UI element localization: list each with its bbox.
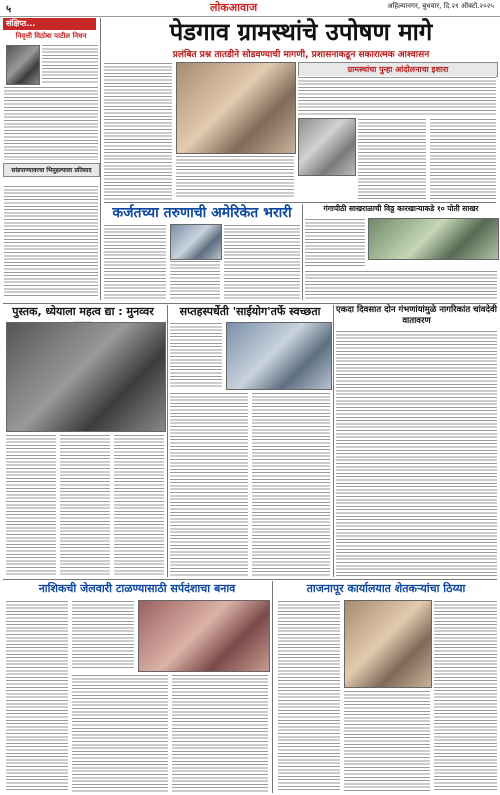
lead-photo-2 bbox=[298, 118, 356, 176]
sidebar-divider bbox=[100, 18, 101, 300]
sidebar-obit-title: निवृत्ती विठोबा पाटील निधन bbox=[15, 32, 87, 40]
story5-text-col2 bbox=[170, 392, 248, 576]
story5-divider bbox=[333, 305, 334, 577]
row2-bottom-rule bbox=[3, 579, 497, 580]
story7-divider bbox=[272, 581, 273, 793]
lead-bottom-rule bbox=[104, 202, 496, 203]
sidebar-section2-title: सांडपाण्यावरचा भिमुहल्याला प्रतिसाद bbox=[3, 163, 100, 177]
lead-subhead: प्रलंबित प्रश्न तातडीने सोडवण्याची मागणी, प्रशासनाकडून सकारात्मक आश्वासन bbox=[172, 50, 430, 60]
story2-text-col2 bbox=[170, 260, 220, 300]
story7-text-col4 bbox=[172, 674, 268, 792]
story8-headline: ताजनापूर कार्यालयात शेतकऱ्यांचा ठिय्या bbox=[306, 582, 466, 595]
masthead bbox=[0, 0, 500, 17]
story7-headline: नाशिकची जेलवारी टाळण्यासाठी सर्पदंशाचा बनाव bbox=[38, 582, 236, 595]
dateline: अहिल्यानगर, बुधवार, दि.२९ ऑक्टो.२०२५ bbox=[387, 2, 494, 10]
story2-photo bbox=[170, 224, 222, 260]
story5-photo bbox=[226, 322, 332, 390]
story5-text-col3 bbox=[252, 392, 330, 576]
newspaper-logo: लोकआवाज bbox=[210, 1, 258, 14]
obit-text bbox=[42, 44, 98, 84]
story7-text-col2 bbox=[72, 600, 134, 670]
page-number: ५ bbox=[6, 4, 12, 15]
lead-photo1-caption bbox=[176, 155, 294, 199]
story6-headline: एकदा दिवसात दोन गंभणांयांमुळे नागरिकांत चांवदेवी वातावरण bbox=[336, 305, 497, 326]
story3-text-col1 bbox=[305, 218, 365, 268]
lead-text-col3 bbox=[358, 118, 426, 200]
row1-bottom-rule bbox=[3, 303, 497, 304]
lead-box-heading: ग्रामस्थांचा पुन्हा आंदोलनाचा इशारा bbox=[298, 62, 498, 77]
story5-text-col1 bbox=[170, 322, 222, 388]
story8-text-col1 bbox=[278, 600, 340, 792]
story2-text-col1 bbox=[104, 224, 166, 300]
story4-text-col3 bbox=[114, 434, 164, 576]
sidebar-label: संक्षिप्त... bbox=[3, 18, 96, 30]
story3-divider bbox=[302, 204, 303, 300]
story2-headline: कर्जतच्या तरुणाची अमेरिकेत भरारी bbox=[112, 205, 292, 221]
story3-photo bbox=[368, 218, 499, 260]
story4-headline: पुस्तक, ध्येयाला महत्व द्या : मुनव्वर bbox=[12, 305, 154, 318]
story8-text-col2 bbox=[344, 690, 430, 792]
lead-box-text bbox=[298, 76, 496, 116]
story4-text-col1 bbox=[6, 434, 56, 576]
sidebar-body-text bbox=[4, 86, 98, 160]
story8-photo bbox=[344, 600, 432, 688]
lead-text-col4 bbox=[430, 118, 496, 200]
story7-text-col1 bbox=[6, 600, 68, 792]
story4-photo bbox=[6, 322, 166, 432]
story7-photo bbox=[138, 600, 270, 672]
sidebar-section2-text bbox=[4, 185, 98, 297]
lead-text-col1 bbox=[104, 62, 172, 200]
story4-text-col2 bbox=[60, 434, 110, 576]
story2-text-col3 bbox=[224, 224, 300, 300]
story8-text-col3 bbox=[434, 600, 497, 792]
lead-headline: पेडगाव ग्रामस्थांचे उपोषण मागे bbox=[169, 18, 433, 46]
story5-headline: सप्तहस्पर्धेती 'साईयोग'तर्फे स्वच्छता bbox=[179, 305, 321, 318]
story6-text bbox=[336, 330, 497, 576]
story3-text-body bbox=[305, 270, 497, 300]
story7-text-col3 bbox=[72, 674, 168, 792]
story3-headline: गंगापीठी साखराळाची विठ्ठ कारखान्याकडे १० पोती साखर bbox=[323, 204, 479, 213]
lead-photo-1 bbox=[176, 62, 296, 154]
story4-divider bbox=[167, 305, 168, 577]
obit-photo bbox=[6, 45, 40, 85]
